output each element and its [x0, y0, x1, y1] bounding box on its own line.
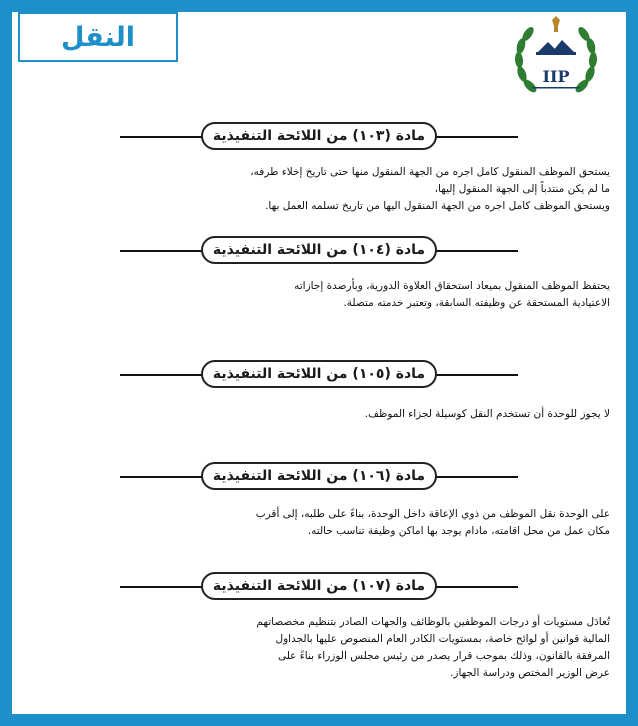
article-line: على الوحدة نقل الموظف من ذوي الإعاقة داخل الوحدة، بناءً على طلبه، إلى أقرب	[255, 508, 610, 520]
article-line: ما لم يكن منتدباً إلى الجهة المنقول إليها،	[434, 183, 610, 195]
article-106	[20, 462, 618, 540]
article-heading-pill	[201, 122, 437, 150]
iip-logo	[508, 14, 604, 110]
article-line: يستحق الموظف المنقول كامل اجره من الجهة المنقول منها حتى تاريخ إخلاء طرفه،	[250, 166, 610, 178]
article-107	[20, 572, 618, 682]
article-line: المالية قوانين أو لوائح خاصة، بمستويات الكادر العام المنصوص عليها بالجداول	[275, 633, 610, 645]
article-body	[20, 406, 618, 423]
article-line: ويستحق الموظف كامل اجره من الجهة المنقول اليها من تاريخ تسلمه العمل بها.	[265, 200, 610, 212]
article-line: تُعادَل مستويات أو درجات الموظفين بالوظائف والجهات الصادر بتنظيم مخصصاتهم	[256, 616, 610, 628]
article-header	[20, 360, 618, 390]
article-body	[20, 164, 618, 215]
article-header	[20, 236, 618, 266]
laurel-wreath-icon	[508, 14, 604, 110]
article-line: المرفقة بالقانون، وذلك بموجب قرار يصدر من رئيس مجلس الوزراء بناءً على	[277, 650, 610, 662]
article-header	[20, 122, 618, 152]
article-104	[20, 236, 618, 312]
article-heading-pill	[201, 236, 437, 264]
article-heading: مادة (١٠٥) من اللائحة التنفيذية	[212, 366, 426, 382]
article-heading: مادة (١٠٣) من اللائحة التنفيذية	[212, 128, 426, 144]
article-body	[20, 278, 618, 312]
article-105	[20, 360, 618, 423]
logo-label: IIP	[542, 67, 570, 86]
article-heading: مادة (١٠٤) من اللائحة التنفيذية	[212, 242, 426, 258]
article-heading-pill	[201, 462, 437, 490]
article-heading: مادة (١٠٦) من اللائحة التنفيذية	[212, 468, 426, 484]
article-heading-pill	[201, 572, 437, 600]
article-heading: مادة (١٠٧) من اللائحة التنفيذية	[212, 578, 426, 594]
article-line: مكان عمل من محل اقامته، مادام يوجد بها اماكن وظيفة تناسب حالته.	[307, 525, 610, 537]
article-heading-pill	[201, 360, 437, 388]
article-103	[20, 122, 618, 215]
page-title: النقل	[61, 21, 135, 53]
article-body	[20, 506, 618, 540]
article-line: الاعتيادية المستحقة عن وظيفته السابقة، وتعتبر خدمته متصلة.	[343, 297, 610, 309]
article-header	[20, 572, 618, 602]
article-line: عرض الوزير المختص ودراسة الجهاز.	[450, 667, 610, 679]
page-title-box	[18, 12, 178, 62]
article-header	[20, 462, 618, 492]
article-line: يحتفظ الموظف المنقول بميعاد استحقاق العلاوة الدورية، وبأرصدة إجازاته	[294, 280, 610, 292]
article-body	[20, 614, 618, 682]
article-line: لا يجوز للوحدة أن تستخدم النقل كوسيلة لجزاء الموظف.	[364, 408, 610, 420]
